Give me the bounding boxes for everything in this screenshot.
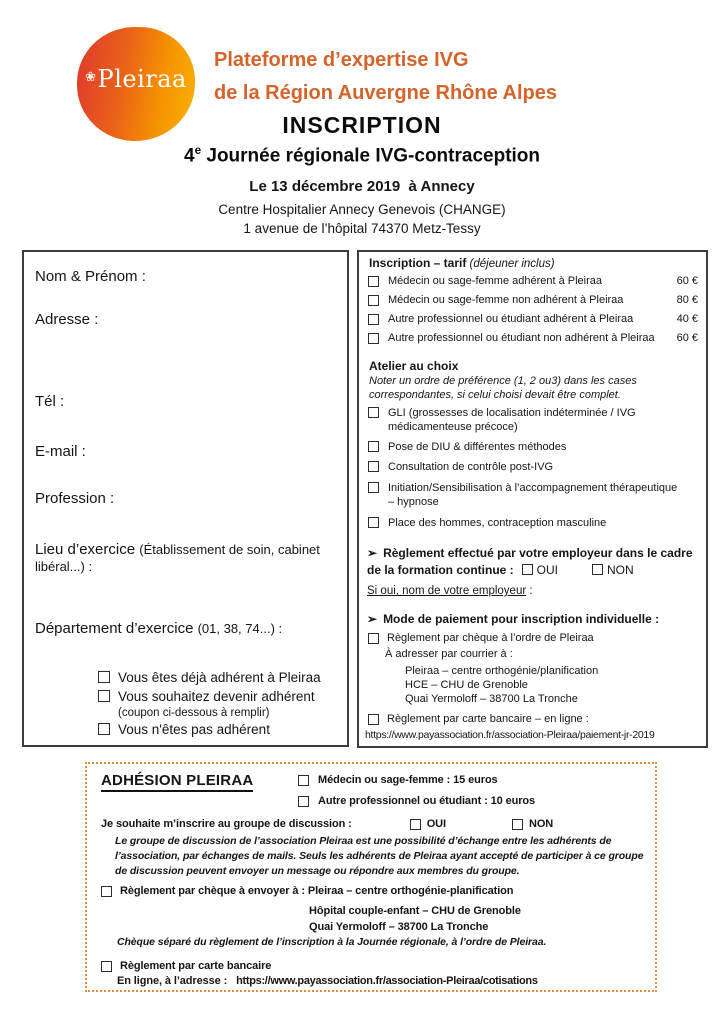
employer-name-label: Si oui, nom de votre employeur [367,585,527,597]
non-label: NON [528,818,554,830]
mail-address-line: Pleiraa – centre orthogénie/planification [405,665,599,677]
atelier-option-label: GLI (grossesses de localisation indéterminée / IVG médicamenteuse précoce) [388,407,636,433]
checkbox-devenir-adherent[interactable] [98,690,110,702]
departement-hint: (01, 38, 74...) : [197,621,283,636]
employer-name-colon: : [526,585,533,597]
oui-label: OUI [536,563,559,577]
tarif-title: Inscription – tarif [369,256,467,270]
atelier-option-label: Pose de DIU & différentes méthodes [388,441,567,453]
field-label-profession: Profession : [35,490,115,507]
adhesion-cheque-row [101,885,513,897]
personal-info-box [22,250,349,747]
checkbox-employeur-non[interactable] [592,564,603,575]
checkbox-adhesion-cheque[interactable] [101,886,112,897]
group-question-text: Je souhaite m’inscrire au groupe de discussion : [101,818,352,830]
tarif-option-row [368,332,698,344]
pleiraa-logo-text [77,65,195,93]
discussion-group-note: Le groupe de discussion de l’association Pleiraa est une possibilité d’échange entre les adhérents de l’association, par échanges de mails. Seuls les adhérents de Pleiraa ayant accepté de participer à ce groupe de discussion peuvent envoyer un message ou répondre aux membres du groupe. [115,835,644,877]
checkbox-tarif-medecin-adherent[interactable] [368,276,379,287]
checkbox-atelier-hommes[interactable] [368,517,379,528]
atelier-option-label: Place des hommes, contraception masculine [388,517,607,529]
payment-url-link[interactable]: https://www.payassociation.fr/association-Pleiraa/paiement-jr-2019 [365,729,655,741]
event-title-number: 4 [183,145,195,167]
checkbox-employeur-oui[interactable] [522,564,533,575]
adhesion-cheque-note: Chèque séparé du règlement de l’inscription à la Journée régionale, à l’ordre de Pleiraa. [117,936,547,948]
atelier-option-row [368,406,688,434]
pay-card-row [368,713,589,725]
tarif-option-label: Médecin ou sage-femme non adhérent à Pleiraa [388,294,624,306]
checkbox-atelier-diu[interactable] [368,441,379,452]
mail-address-block [405,664,598,706]
adhesion-cheque-address-block [309,903,521,935]
pay-cheque-label: Règlement par chèque à l’ordre de Pleiraa [387,632,594,644]
pay-card-label: Règlement par carte bancaire – en ligne : [387,713,589,725]
tarif-option-price: 60 € [676,275,698,287]
atelier-option-row [368,516,688,530]
venue-address: 1 avenue de l’hôpital 74370 Metz-Tessy [243,221,481,236]
atelier-note: Noter un ordre de préférence (1, 2 ou3) dans les cases correspondantes, si celui choisi devait être complet. [369,375,637,401]
deja-adherent-label: Vous êtes déjà adhérent à Pleiraa [118,670,321,685]
tarif-option-row [368,294,698,306]
adhesion-cheque-label: Règlement par chèque à envoyer à : [120,885,308,897]
employer-name-line [367,585,533,597]
adhesion-url-link[interactable]: https://www.payassociation.fr/association-Pleiraa/cotisations [236,975,538,987]
tarif-section-title [369,256,555,270]
atelier-option-row [368,440,688,454]
adhesion-card-row [101,960,271,972]
checkbox-paiement-cheque[interactable] [368,633,379,644]
adhesion-box [85,762,657,992]
lieu-hint: (Établissement de soin, cabinet libéral...) : [35,542,320,574]
checkbox-tarif-medecin-non-adherent[interactable] [368,295,379,306]
employer-question-text: Règlement effectué par votre employeur dans le cadre de la formation continue : [367,546,693,577]
oui-label: OUI [426,818,446,830]
adhesion-option-label: Médecin ou sage-femme : 15 euros [318,774,498,786]
tarif-option-price: 40 € [676,313,698,325]
checkbox-adhesion-carte[interactable] [101,961,112,972]
payment-mode-title [367,612,659,626]
checkbox-tarif-autre-non-adherent[interactable] [368,333,379,344]
event-title [0,144,724,167]
checkbox-tarif-autre-adherent[interactable] [368,314,379,325]
tarif-option-price: 80 € [676,294,698,306]
checkbox-groupe-non[interactable] [512,819,523,830]
registration-options-box [357,250,708,748]
adhesion-cheque-address-line: Pleiraa – centre orthogénie-planification [307,885,514,897]
atelier-option-label: Initiation/Sensibilisation à l’accompagnement thérapeutique – hypnose [388,482,678,508]
checkbox-groupe-oui[interactable] [410,819,421,830]
membership-status-group [98,668,338,739]
arrow-bullet-icon: ➢ [367,612,378,626]
checkbox-adhesion-medecin[interactable] [298,775,309,786]
arrow-bullet-icon: ➢ [367,546,378,560]
mail-address-line: HCE – CHU de Grenoble [405,679,528,691]
event-date: Le 13 décembre 2019 à Annecy [249,178,475,195]
mail-intro: À adresser par courrier à : [385,648,513,660]
venue-name: Centre Hospitalier Annecy Genevois (CHANGE) [218,202,506,217]
adhesion-cheque-text [120,885,513,897]
logo-wordmark: Pleiraa [97,65,187,93]
discussion-group-question [101,818,553,830]
checkbox-paiement-carte[interactable] [368,714,379,725]
organization-name [214,44,557,110]
employer-payment-question [367,545,701,579]
membership-option-row [98,668,338,687]
atelier-option-row [368,460,688,474]
checkbox-adhesion-autre[interactable] [298,796,309,807]
atelier-option-label: Consultation de contrôle post-IVG [388,461,554,473]
adhesion-title: ADHÉSION PLEIRAA [101,772,253,792]
pay-cheque-row [368,632,594,644]
atelier-section-title: Atelier au choix [369,359,459,373]
org-line-2: de la Région Auvergne Rhône Alpes [214,82,558,104]
tarif-option-label: Autre professionnel ou étudiant non adhérent à Pleiraa [388,332,655,344]
payment-mode-text: Mode de paiement pour inscription individuelle : [383,612,660,626]
page-title: INSCRIPTION [282,112,442,138]
adhesion-card-line [117,975,538,987]
tarif-option-price: 60 € [676,332,698,344]
adhesion-option-row [298,795,535,807]
tarif-option-row [368,313,698,325]
field-label-nom: Nom & Prénom : [35,268,146,285]
org-line-1: Plateforme d’expertise IVG [214,49,469,71]
checkbox-deja-adherent[interactable] [98,671,110,683]
adhesion-cheque-address-line: Hôpital couple-enfant – CHU de Grenoble [309,905,521,917]
field-label-email: E-mail : [35,443,86,460]
membership-option-row [98,687,338,706]
tarif-option-row [368,275,698,287]
adhesion-option-label: Autre professionnel ou étudiant : 10 euros [318,795,536,807]
checkbox-pas-adherent[interactable] [98,723,110,735]
pas-adherent-label: Vous n'êtes pas adhérent [118,722,270,737]
non-label: NON [607,563,634,577]
lieu-label: Lieu d’exercice [35,541,140,558]
tarif-title-note: (déjeuner inclus) [466,258,555,270]
checkbox-atelier-gli[interactable] [368,407,379,418]
field-label-tel: Tél : [35,393,65,410]
adhesion-card-intro: En ligne, à l’adresse : [117,975,237,987]
field-label-departement [35,620,345,637]
mail-address-line: Quai Yermoloff – 38700 La Tronche [405,693,578,705]
membership-option-row [98,720,338,739]
checkbox-atelier-controle[interactable] [368,461,379,472]
adhesion-option-row [298,774,498,786]
adhesion-card-label: Règlement par carte bancaire [120,960,272,972]
tarif-option-label: Autre professionnel ou étudiant adhérent à Pleiraa [388,313,634,325]
tarif-option-label: Médecin ou sage-femme adhérent à Pleiraa [388,275,603,287]
checkbox-atelier-hypnose[interactable] [368,482,379,493]
event-title-text: Journée régionale IVG-contraception [201,145,541,167]
devenir-adherent-label: Vous souhaitez devenir adhérent [118,689,315,704]
field-label-lieu-exercice [35,541,331,575]
departement-label: Département d’exercice [35,620,198,637]
coupon-note: (coupon ci-dessous à remplir) [118,707,270,719]
flower-icon: ❀ [85,70,97,85]
event-title-ordinal: e [194,144,202,157]
adhesion-cheque-address-line: Quai Yermoloff – 38700 La Tronche [309,921,489,933]
field-label-adresse: Adresse : [35,311,99,328]
atelier-option-row [368,481,688,509]
